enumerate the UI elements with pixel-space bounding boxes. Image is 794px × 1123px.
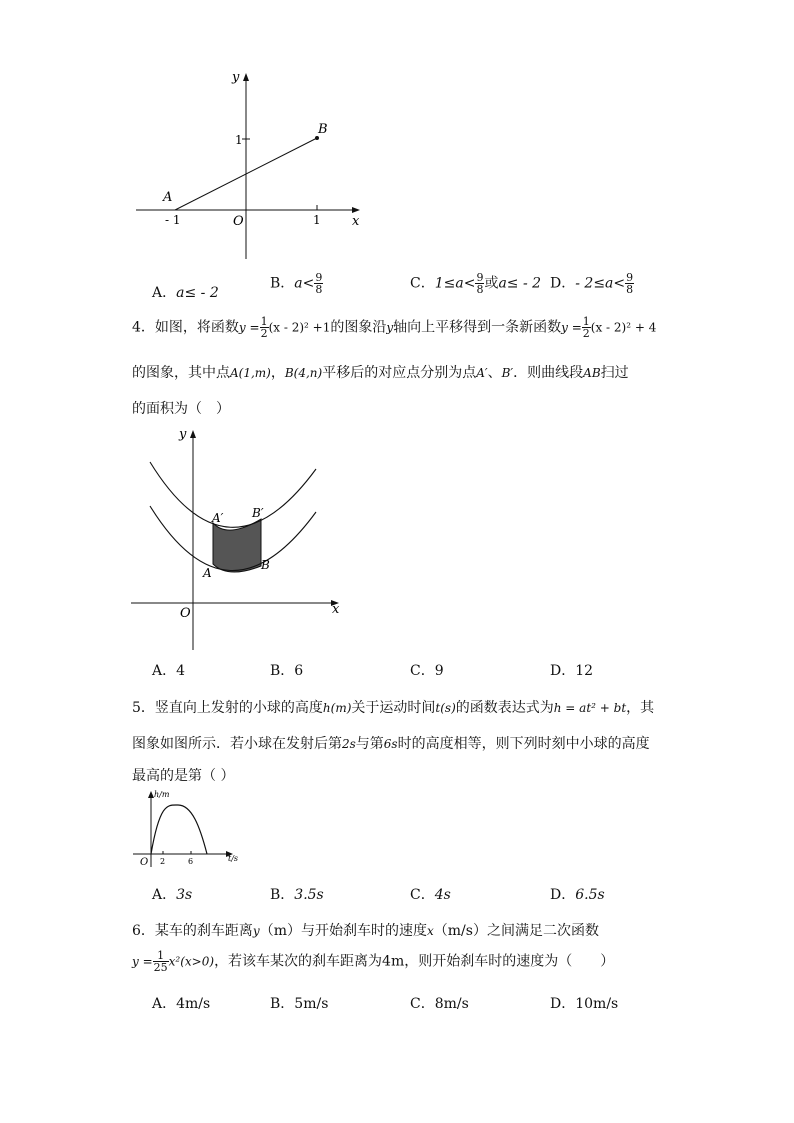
q5-option-d[interactable]: D．6.5s (550, 887, 605, 903)
q5-option-a[interactable]: A．3s (152, 887, 193, 903)
y-axis-label: y (179, 427, 187, 442)
tick-label-2: 2 (160, 857, 166, 866)
origin-label: O (180, 606, 191, 621)
fraction-9-8: $\frac{9}{8}$ (315, 271, 323, 296)
point-a-label: A (203, 566, 212, 580)
x-axis-label: t/s (228, 854, 239, 863)
q3-option-c[interactable]: C．1≤a< $\frac{9}{8}$ 或a≤ - 2 (410, 271, 542, 296)
upper-parabola (150, 462, 316, 527)
q5-option-c[interactable]: C．4s (410, 887, 451, 903)
tick-label-6: 6 (188, 857, 194, 866)
q6-line-1: 6．某车的刹车距离y（m）与开始刹车时的速度x（m/s）之间满足二次函数 (132, 923, 599, 939)
q4-option-d[interactable]: D．12 (550, 663, 594, 679)
q5-line-3: 最高的是第（ ） (132, 768, 235, 784)
q6-option-a[interactable]: A．4m/s (152, 996, 211, 1012)
origin-label: O (140, 857, 149, 868)
q4-option-c[interactable]: C．9 (410, 663, 444, 679)
fraction-1-2: $\frac{1}{2}$ (582, 315, 590, 340)
tick-label-x-neg1: - 1 (165, 213, 181, 227)
fraction-9-8: $\frac{9}{8}$ (626, 271, 634, 296)
projectile-curve (151, 805, 207, 854)
figure-parabolas (128, 424, 348, 654)
point-b-label: B (261, 558, 270, 572)
x-axis-label: x (332, 602, 340, 617)
q4-option-a[interactable]: A．4 (152, 663, 186, 679)
figure-segment-ab (130, 65, 370, 265)
q3-option-b[interactable]: B．a< $\frac{9}{8}$ (270, 271, 323, 296)
origin-label: O (233, 214, 244, 229)
point-b-label: B (318, 122, 328, 137)
tick-label-y-1: 1 (235, 133, 243, 147)
q3-option-d[interactable]: D．- 2≤a< $\frac{9}{8}$ (550, 271, 634, 296)
q3-option-a[interactable]: A．a≤ - 2 (152, 285, 219, 301)
q5-option-b[interactable]: B．3.5s (270, 887, 324, 903)
point-a-label: A (163, 190, 173, 205)
point-b-prime-label: B′ (252, 506, 264, 520)
x-axis-label: x (352, 214, 360, 229)
q6-option-b[interactable]: B．5m/s (270, 996, 329, 1012)
q6-option-d[interactable]: D．10m/s (550, 996, 619, 1012)
fraction-1-2: $\frac{1}{2}$ (260, 315, 268, 340)
figure-projectile (130, 787, 245, 872)
point-a-prime-label: A′ (212, 511, 224, 525)
q4-line-2: 的图象，其中点A(1,m)，B(4,n)平移后的对应点分别为点A′、B′．则曲线段AB扫过 (132, 365, 629, 381)
q4-line-3: 的面积为（ ） (132, 401, 230, 417)
fraction-1-25: $\frac{1}{25}$ (153, 949, 168, 974)
q5-line-2: 图象如图所示．若小球在发射后第2s与第6s时的高度相等，则下列时刻中小球的高度 (132, 736, 650, 752)
q6-option-c[interactable]: C．8m/s (410, 996, 469, 1012)
fraction-9-8: $\frac{9}{8}$ (476, 271, 484, 296)
q4-option-b[interactable]: B．6 (270, 663, 304, 679)
q5-line-1: 5．竖直向上发射的小球的高度h(m)关于运动时间t(s)的函数表达式为h = at² + bt，其 (132, 700, 655, 716)
q6-line-2: y = $\frac{1}{25}$ x²(x>0)，若该车某次的刹车距离为4m，则开始刹车时的速度为（ ） (132, 949, 615, 974)
tick-label-x-1: 1 (313, 213, 321, 227)
q4-line-1: 4．如图，将函数y = $\frac{1}{2}$ (x - 2)² +1的图象沿y轴向上平移得到一条新函数y = $\frac{1}{2}$ (x - 2)² + 4 (132, 315, 657, 340)
y-axis-label: y (232, 70, 240, 85)
y-axis-label: h/m (154, 790, 170, 799)
